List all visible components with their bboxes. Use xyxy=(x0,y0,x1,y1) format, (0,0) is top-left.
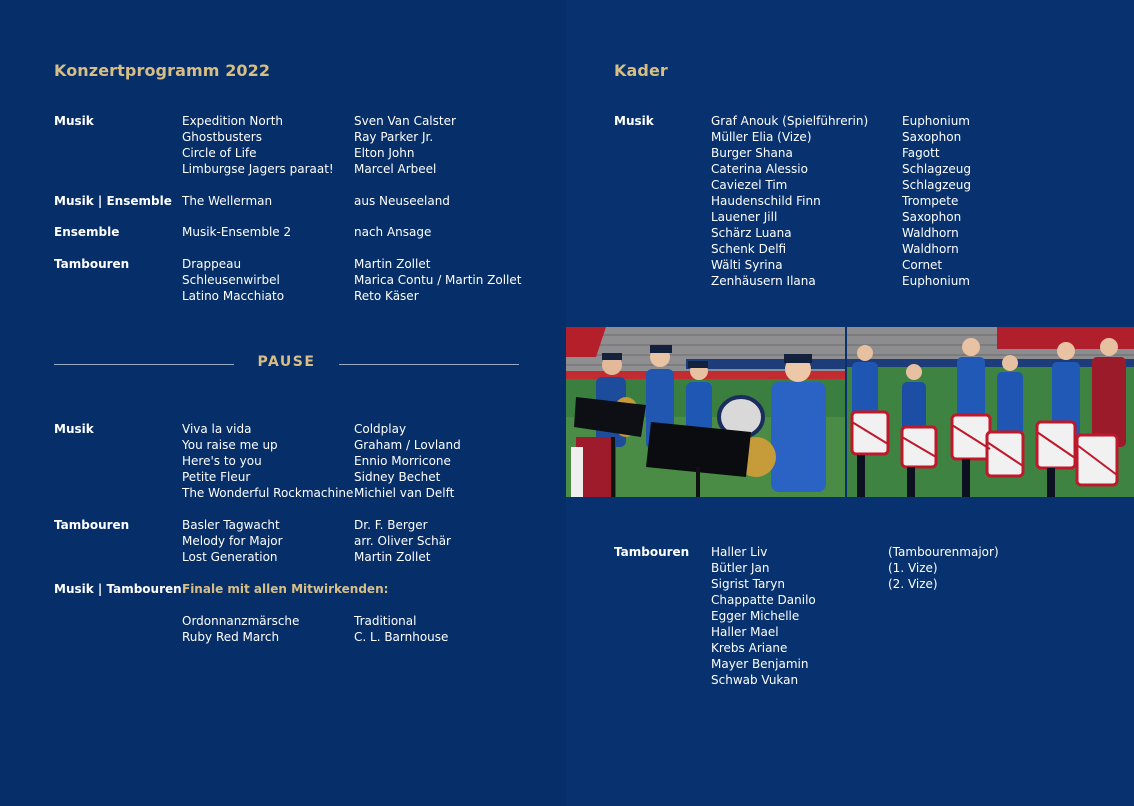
finale-heading: Finale mit allen Mitwirkenden: xyxy=(182,582,389,596)
pause-label: PAUSE xyxy=(257,354,316,370)
piece-title: Musik-Ensemble 2 xyxy=(182,225,292,239)
piece-title: The Wellerman xyxy=(182,194,273,208)
names-column xyxy=(711,544,816,688)
composer: Marica Contu / Martin Zollet xyxy=(354,273,522,287)
piece-title: Basler Tagwacht xyxy=(182,518,280,532)
program-page xyxy=(0,0,566,806)
piece-title: Expedition North xyxy=(182,114,283,128)
composers-column xyxy=(354,256,521,304)
composer: Ray Parker Jr. xyxy=(354,130,434,144)
composer: Dr. F. Berger xyxy=(354,518,428,532)
piece-title: Drappeau xyxy=(182,257,242,271)
instrument: Schlagzeug xyxy=(902,162,972,176)
photo-drummers xyxy=(847,327,1134,497)
piece-title: Viva la vida xyxy=(182,422,252,436)
instrument: Fagott xyxy=(902,146,940,160)
member-name: Müller Elia (Vize) xyxy=(711,130,812,144)
block-label: Musik xyxy=(54,422,94,436)
piece-title: Latino Macchiato xyxy=(182,289,285,303)
member-name: Schwab Vukan xyxy=(711,673,799,687)
composers-column xyxy=(354,113,456,177)
instrument: Schlagzeug xyxy=(902,178,972,192)
member-name: Caviezel Tim xyxy=(711,178,788,192)
titles-column xyxy=(182,224,291,240)
block-label: Musik xyxy=(54,114,94,128)
piece-title: Limburgse Jagers paraat! xyxy=(182,162,334,176)
member-name: Schenk Delfi xyxy=(711,242,787,256)
composer: Sidney Bechet xyxy=(354,470,441,484)
block-label: Musik | Tambouren xyxy=(54,582,182,596)
titles-column xyxy=(182,256,284,304)
member-name: Sigrist Taryn xyxy=(711,577,785,591)
member-name: Zenhäusern Ilana xyxy=(711,274,816,288)
composer: nach Ansage xyxy=(354,225,432,239)
composer: Graham / Lovland xyxy=(354,438,461,452)
piece-title: Lost Generation xyxy=(182,550,278,564)
titles-column xyxy=(182,517,283,565)
member-name: Chappatte Danilo xyxy=(711,593,816,607)
piece-title: Melody for Major xyxy=(182,534,283,548)
composer: Ennio Morricone xyxy=(354,454,451,468)
member-name: Schärz Luana xyxy=(711,226,792,240)
composer: Michiel van Delft xyxy=(354,486,455,500)
pause-divider xyxy=(54,354,519,374)
piece-title: Circle of Life xyxy=(182,146,257,160)
member-role: (Tambourenmajor) xyxy=(888,545,999,559)
composer: Martin Zollet xyxy=(354,257,431,271)
block-label: Musik xyxy=(614,114,654,128)
member-name: Graf Anouk (Spielführerin) xyxy=(711,114,869,128)
member-name: Lauener Jill xyxy=(711,210,778,224)
composers-column xyxy=(354,517,451,565)
member-role: (2. Vize) xyxy=(888,577,938,591)
member-name: Haller Mael xyxy=(711,625,779,639)
piece-title: You raise me up xyxy=(182,438,278,452)
instrument: Euphonium xyxy=(902,114,970,128)
block-label: Tambouren xyxy=(614,545,690,559)
member-role: (1. Vize) xyxy=(888,561,938,575)
composers-column xyxy=(354,421,461,501)
member-name: Haller Liv xyxy=(711,545,768,559)
instrument: Waldhorn xyxy=(902,242,959,256)
roster-title: Kader xyxy=(614,61,668,80)
composer: Coldplay xyxy=(354,422,407,436)
names-column xyxy=(711,113,868,289)
composer: Martin Zollet xyxy=(354,550,431,564)
piece-title: Ghostbusters xyxy=(182,130,262,144)
member-name: Egger Michelle xyxy=(711,609,800,623)
block-label: Tambouren xyxy=(54,518,130,532)
piece-title: Ruby Red March xyxy=(182,630,280,644)
instrument: Cornet xyxy=(902,258,943,272)
composer: Reto Käser xyxy=(354,289,419,303)
program-title: Konzertprogramm 2022 xyxy=(54,61,271,80)
member-name: Krebs Ariane xyxy=(711,641,788,655)
instrument: Saxophon xyxy=(902,210,962,224)
member-name: Caterina Alessio xyxy=(711,162,808,176)
composer: Elton John xyxy=(354,146,415,160)
titles-column xyxy=(182,113,334,177)
roster-page xyxy=(566,0,1134,806)
composers-column xyxy=(354,224,431,240)
photo-brass-players xyxy=(566,327,845,497)
piece-title: Ordonnanzmärsche xyxy=(182,614,300,628)
titles-column xyxy=(182,421,353,501)
composers-column xyxy=(354,613,448,645)
composers-column xyxy=(354,193,450,209)
piece-title: Schleusenwirbel xyxy=(182,273,280,287)
piece-title: The Wonderful Rockmachine xyxy=(182,486,354,500)
titles-column xyxy=(182,193,272,209)
titles-column xyxy=(182,613,299,645)
piece-title: Petite Fleur xyxy=(182,470,251,484)
member-name: Wälti Syrina xyxy=(711,258,783,272)
instrument: Trompete xyxy=(902,194,959,208)
member-name: Mayer Benjamin xyxy=(711,657,809,671)
composer: Marcel Arbeel xyxy=(354,162,437,176)
member-name: Haudenschild Finn xyxy=(711,194,821,208)
composer: arr. Oliver Schär xyxy=(354,534,451,548)
roles-column xyxy=(888,544,999,592)
instrument: Saxophon xyxy=(902,130,962,144)
block-label: Ensemble xyxy=(54,225,120,239)
composer: Traditional xyxy=(354,614,417,628)
block-label: Musik | Ensemble xyxy=(54,194,172,208)
composer: aus Neuseeland xyxy=(354,194,450,208)
block-label: Tambouren xyxy=(54,257,130,271)
member-name: Bütler Jan xyxy=(711,561,770,575)
composer: C. L. Barnhouse xyxy=(354,630,449,644)
member-name: Burger Shana xyxy=(711,146,793,160)
instrument: Waldhorn xyxy=(902,226,959,240)
composer: Sven Van Calster xyxy=(354,114,456,128)
piece-title: Here's to you xyxy=(182,454,262,468)
instruments-column xyxy=(902,113,971,289)
instrument: Euphonium xyxy=(902,274,970,288)
